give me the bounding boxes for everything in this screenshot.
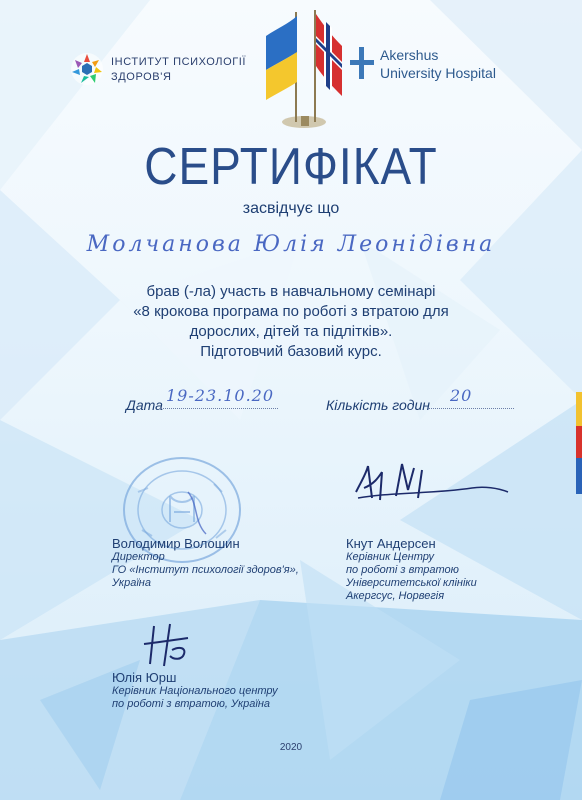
signatory-name: Володимир Волошин (112, 536, 240, 551)
stripe-blue (576, 458, 582, 494)
yursh-signature-icon (140, 620, 200, 672)
signatory-yursh (112, 670, 278, 711)
signatory-role-line: по роботі з втратою, Україна (112, 698, 270, 710)
signatory-role-line: Керівник Центру (346, 551, 435, 563)
signatory-name: Юлія Юрш (112, 670, 177, 685)
signatory-role (112, 551, 299, 590)
akershus-logo-line1: Akershus (380, 47, 439, 63)
date-value: 19-23.10.20 (166, 386, 275, 405)
blue-plus-icon (350, 47, 374, 79)
signatory-role (346, 551, 477, 603)
institute-logo-line2: ЗДОРОВ'Я (111, 71, 172, 83)
hours-underline (428, 408, 514, 409)
hours-label: Кількість годин (326, 397, 431, 413)
andersen-signature-icon (352, 458, 512, 514)
signatory-name: Кнут Андерсен (346, 536, 436, 551)
ukraine-norway-flags-icon (262, 6, 344, 134)
course-line-4: Підготовчий базовий курс. (200, 343, 382, 360)
stripe-red (576, 426, 582, 458)
hours-value: 20 (450, 386, 473, 405)
signatory-voloshyn (112, 536, 299, 590)
stripe-yellow (576, 392, 582, 426)
signatory-role-line: Акергсус, Норвегія (346, 590, 445, 602)
date-label: Дата (126, 397, 163, 413)
signatory-role-line: ГО «Інститут психології здоров'я», (112, 564, 299, 576)
institute-logo-line1: ІНСТИТУТ ПСИХОЛОГІЇ (111, 56, 247, 68)
signatory-andersen (346, 536, 477, 603)
course-description (0, 282, 582, 362)
akershus-logo (350, 45, 550, 87)
signatory-role-line: по роботі з втратою (346, 564, 459, 576)
course-line-2: «8 крокова програма по роботі з втратою для (133, 303, 449, 320)
signatory-role-line: Директор (112, 551, 165, 563)
certificate-year: 2020 (279, 742, 303, 753)
signatory-role-line: Керівник Національного центру (112, 685, 278, 697)
institute-logo (70, 52, 250, 88)
certificate-subtitle: засвідчує що (242, 200, 340, 217)
course-line-3: дорослих, дітей та підлітків». (189, 323, 393, 340)
certificate-title: СЕРТИФІКАТ (144, 137, 438, 196)
colorful-hexagon-emblem-icon (70, 52, 104, 86)
signatory-role-line: Україна (112, 577, 151, 589)
signatory-role-line: Університетської клініки (346, 577, 477, 589)
course-line-1: брав (-ла) участь в навчальному семінарі (146, 283, 436, 300)
date-underline (160, 408, 278, 409)
signatory-role (112, 685, 278, 711)
akershus-logo-line2: University Hospital (380, 65, 496, 81)
recipient-name: Молчанова Юлія Леонідівна (86, 232, 496, 257)
